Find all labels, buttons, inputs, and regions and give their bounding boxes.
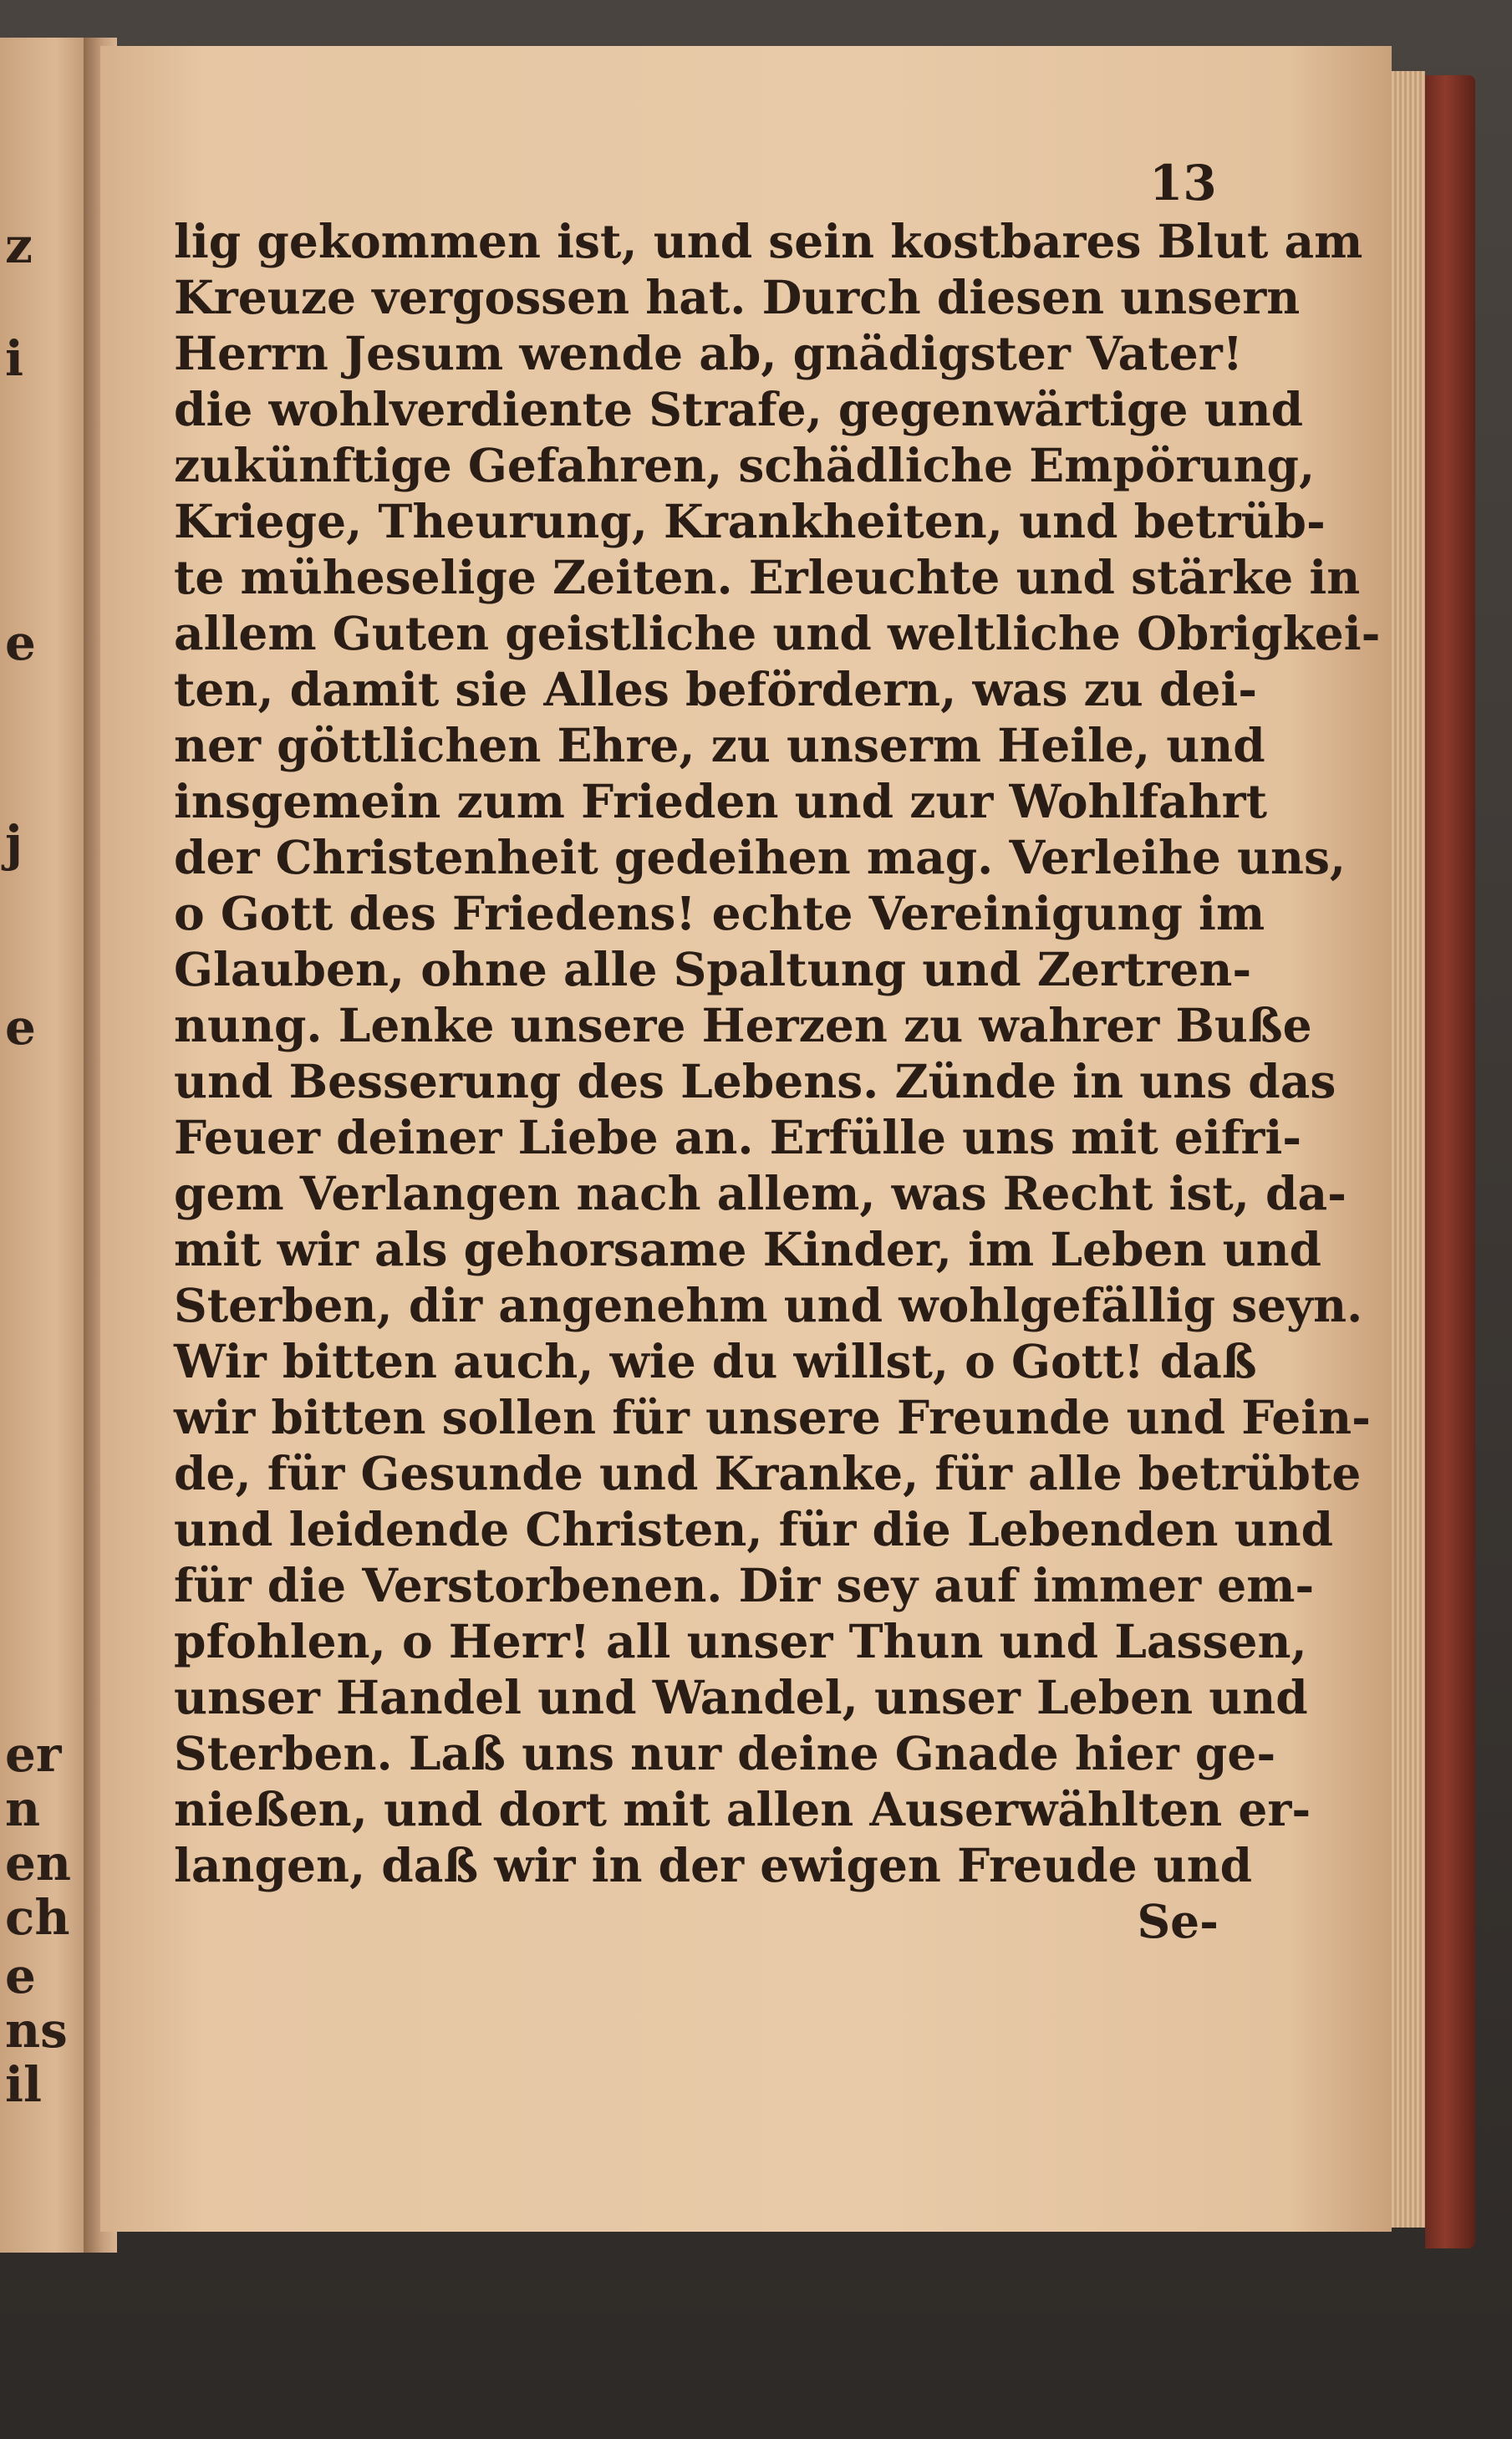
text-line: mit wir als gehorsame Kinder, im Leben und <box>174 1222 1322 1276</box>
book-cover-edge <box>1425 75 1475 2248</box>
left-fragment: en <box>5 1835 72 1892</box>
left-fragment: e <box>5 614 36 671</box>
text-line: nießen, und dort mit allen Auserwählten er- <box>174 1782 1311 1836</box>
text-line: Wir bitten auch, wie du willst, o Gott! daß <box>174 1334 1257 1388</box>
text-line: insgemein zum Frieden und zur Wohlfahrt <box>174 774 1268 828</box>
text-line: gem Verlangen nach allem, was Recht ist, da- <box>174 1166 1347 1220</box>
left-fragment: er <box>5 1726 62 1783</box>
left-fragment: ns <box>5 2002 68 2059</box>
text-line: lig gekommen ist, und sein kostbares Blut am <box>174 214 1363 268</box>
page-edges <box>1392 71 1425 2228</box>
text-line: Feuer deiner Liebe an. Erfülle uns mit eifri- <box>174 1110 1302 1164</box>
text-line: ten, damit sie Alles befördern, was zu dei- <box>174 662 1258 716</box>
text-line: te müheselige Zeiten. Erleuchte und stärke in <box>174 550 1361 604</box>
text-line: zukünftige Gefahren, schädliche Empörung, <box>174 438 1316 492</box>
text-line: nung. Lenke unsere Herzen zu wahrer Buße <box>174 998 1312 1052</box>
text-line: Sterben. Laß uns nur deine Gnade hier ge- <box>174 1726 1276 1780</box>
text-line: die wohlverdiente Strafe, gegenwärtige und <box>174 382 1304 436</box>
text-line: wir bitten sollen für unsere Freunde und Fein- <box>174 1390 1371 1444</box>
page-number: 13 <box>1149 155 1217 211</box>
left-fragment: e <box>5 1948 36 2004</box>
catchword: Se- <box>1137 1894 1219 1948</box>
text-line: pfohlen, o Herr! all unser Thun und Lassen, <box>174 1614 1307 1668</box>
body-text <box>174 213 1381 1949</box>
left-fragment: ch <box>5 1889 70 1946</box>
text-line: unser Handel und Wandel, unser Leben und <box>174 1670 1308 1724</box>
left-fragment: j <box>5 815 23 872</box>
left-fragment: e <box>5 999 36 1056</box>
left-fragment: i <box>5 330 24 387</box>
text-line: und Besserung des Lebens. Zünde in uns das <box>174 1054 1336 1108</box>
text-line: der Christenheit gedeihen mag. Verleihe uns, <box>174 830 1347 884</box>
left-fragment: z <box>5 217 33 274</box>
text-line: Glauben, ohne alle Spaltung und Zertren- <box>174 942 1252 996</box>
text-line: Kreuze vergossen hat. Durch diesen unsern <box>174 270 1301 324</box>
text-line: de, für Gesunde und Kranke, für alle betrübte <box>174 1446 1362 1500</box>
text-line: Herrn Jesum wende ab, gnädigster Vater! <box>174 326 1243 380</box>
text-line: ner göttlichen Ehre, zu unserm Heile, und <box>174 718 1265 772</box>
text-line: Sterben, dir angenehm und wohlgefällig seyn. <box>174 1278 1363 1332</box>
text-line: und leidende Christen, für die Lebenden und <box>174 1502 1334 1556</box>
text-line: langen, daß wir in der ewigen Freude und <box>174 1838 1253 1892</box>
left-fragment: il <box>5 2056 43 2113</box>
text-line: für die Verstorbenen. Dir sey auf immer em- <box>174 1558 1315 1612</box>
text-line: allem Guten geistliche und weltliche Obrigkei- <box>174 606 1381 660</box>
text-line: Kriege, Theurung, Krankheiten, und betrüb- <box>174 494 1326 548</box>
text-line: o Gott des Friedens! echte Vereinigung im <box>174 886 1265 940</box>
left-fragment: n <box>5 1780 41 1837</box>
